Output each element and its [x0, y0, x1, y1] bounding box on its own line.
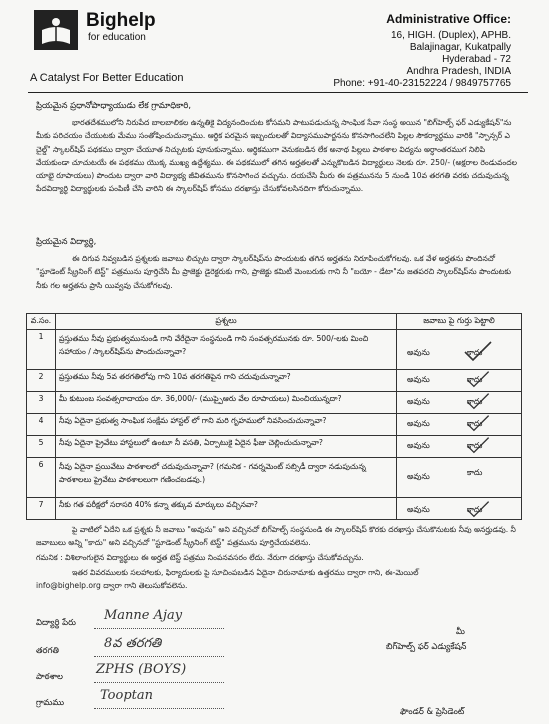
- no-option[interactable]: కాదు: [467, 375, 483, 384]
- no-option[interactable]: కాదు: [467, 505, 483, 514]
- col-header-questions: ప్రశ్నలు: [56, 314, 397, 330]
- eligibility-note: పై వాటిలో ఏదేని ఒక ప్రశ్నకు నీ జవాబు "అవును" అని వచ్చినచో బిగ్‌హెల్ప్ సంస్థనుండి ఈ స్కాలర్‌షిప్ కొరకు దరఖాస్తు చేసుకొనుటకు నీవు అనర్హుడవు. నీ జవాబులు అన్ని "కాదు" అని వచ్చినచో "స్టూడెంట్ స్క్రీనింగ్ టెస్ట్" పత్రమును పూర్తిచేయవలెను.: [36, 525, 516, 547]
- class-label: తరగతి: [36, 645, 59, 655]
- student-name-value[interactable]: Manne Ajay: [104, 608, 183, 623]
- address-line: Andhra Pradesh, INDIA: [406, 66, 511, 77]
- answer-cell[interactable]: [397, 436, 522, 458]
- school-label: పాఠశాల: [36, 671, 63, 681]
- contact-email: info@bighelp.org ద్వారా గాని తెలుసుకోవలెను.: [36, 581, 188, 590]
- col-header-number: వ.సం.: [27, 314, 56, 330]
- answer-cell[interactable]: [397, 392, 522, 414]
- village-label: గ్రామము: [36, 697, 65, 707]
- answer-cell[interactable]: [397, 458, 522, 498]
- row-number: 6: [27, 458, 56, 498]
- question-text: నీవు ఏదైనా ప్రయివేటు పాఠశాలలో చదువుచున్నావా? (గమనిక - గవర్నమెంట్ సబ్సిడీ ద్వారా నడుపుచున్న పాఠశాలలు ప్రైవేటు పాఠశాలలుగా గణించబడవు.): [56, 458, 397, 498]
- answer-cell[interactable]: [397, 370, 522, 392]
- class-line: [94, 656, 224, 657]
- row-number: 2: [27, 370, 56, 392]
- founder-title: ఫౌండర్ & ప్రెసిడెంట్: [400, 706, 465, 716]
- tick-mark-icon: [463, 370, 493, 388]
- student-name-label: విద్యార్థి పేరు: [36, 617, 76, 627]
- table-row: [27, 498, 522, 520]
- school-value[interactable]: ZPHS (BOYS): [96, 662, 187, 677]
- address-line: 16, HIGH. (Duplex), APHB.: [390, 30, 511, 41]
- no-option[interactable]: కాదు: [467, 419, 483, 428]
- table-header-row: [27, 314, 522, 330]
- address-line: Balajinagar, Kukatpally: [409, 42, 511, 53]
- no-option[interactable]: కాదు: [467, 348, 483, 357]
- no-option[interactable]: కాదు: [467, 441, 483, 450]
- brand-name: Bighelp: [86, 10, 156, 31]
- header-divider: [28, 92, 528, 93]
- student-name-line: [94, 628, 224, 629]
- address-line: Hyderabad - 72: [442, 54, 511, 65]
- question-text: నీవు ఏదైనా ప్రభుత్వ సాంఘిక సంక్షేమ హాస్టల్ లో గాని మరి గృహములో నివసించుచున్నావా?: [56, 414, 397, 436]
- village-line: [94, 708, 224, 709]
- yes-option[interactable]: అవును: [407, 397, 430, 406]
- contact-paragraph: ఇతర వివరములకు సలహాలకు, ఫిర్యాదులకు పై సూచింపబడిన ఏదైనా చిరునామాకు ఉత్తరము ద్వారా గాని, ఈ-మెయిల్: [72, 568, 419, 577]
- yes-option[interactable]: అవును: [407, 419, 430, 428]
- table-row: [27, 330, 522, 370]
- eligibility-table: [26, 313, 522, 520]
- office-title: Administrative Office:: [386, 12, 511, 26]
- reading-child-icon: [38, 16, 74, 46]
- tick-mark-icon: [463, 414, 493, 432]
- tick-mark-icon: [463, 500, 493, 518]
- row-number: 5: [27, 436, 56, 458]
- yes-option[interactable]: అవును: [407, 441, 430, 450]
- answer-cell[interactable]: [397, 498, 522, 520]
- no-option[interactable]: కాదు: [467, 397, 483, 406]
- yes-option[interactable]: అవును: [407, 505, 430, 514]
- yes-option[interactable]: అవును: [407, 472, 430, 481]
- question-text: ప్రస్తుతము నీవు ప్రభుత్వమునుండి గాని వేరేదైనా సంస్థనుండి గాని సంవత్సరమునకు రూ. 500/-లకు మించి సహాయం / స్కాలర్‌షిప్‌ను పొందుచున్నావా?: [56, 330, 397, 370]
- brand-subtitle: for education: [88, 32, 146, 43]
- closing-word: మీ: [456, 626, 465, 636]
- salutation: ప్రియమైన ప్రధానోపాధ్యాయుడు లేక గ్రామాధికారి,: [36, 100, 192, 110]
- intro-paragraph: భారతదేశములోని నిరుపేద బాలబాలికల ఉన్నతికై విద్యనందించుట కోసమని పాటుపడుచున్న సాంఘిక సేవా సంస్థ అయిన "బిగ్‌హెల్ప్ ఫర్ ఎడ్యుకేషన్"ను మీకు పరిచయం చేయుటకు మేము సంతోషించుచున్నాము. ఆర్థిక పరమైన ఇబ్బందులతో విద్యాసముపార్జనను కొనసాగించలేని పిల్లల సౌకర్యార్థము వారికి "స్పాన్సర్ ఎ చైల్డ్" స్కాలర్‌షిప్ పథకము ద్వారా చేయూత నిచ్చుటకు పూనుకున్నాము. ఆర్థికముగా వెనుకబడిన లేక అనాథ పిల్లలు పాఠశాల విద్యను అర్ధాంతరముగ నిలిపి వేయకుండా చూచుటయే ఈ పథకము యొక్క ముఖ్య ఉద్దేశ్యము. ఈ పథకములో తగిన అర్హతలతో ఎన్నుకొబడిన విద్యార్థులు నెలకు రూ. 250/- (అక్షరాల రెండువందల యాభై రూపాయలు) పొందుట ద్వారా వారి విద్యాభ్య జీవితమును కొనసాగించ వచ్చును. దయచేసి మీరు ఈ పత్రమునను 5 నుండి 10వ తరగతి వరకు చదువుచున్న పేదవిద్యార్థి విద్యార్థులకు పంపిణీ చేసి వారిని ఈ స్కాలర్‌షిప్ కోసము దరఖాస్తు చేసుకోవలసినదిగా కోరుచున్నాము.: [36, 118, 518, 194]
- no-option[interactable]: కాదు: [467, 468, 483, 477]
- student-salutation: ప్రియమైన విద్యార్థి,: [36, 236, 97, 246]
- question-text: మీ కుటుంబ సంవత్సరాదాయం రూ. 36,000/- (ముప్పైఆరు వేల రూపాయలు) మించియున్నదా?: [56, 392, 397, 414]
- row-number: 3: [27, 392, 56, 414]
- table-row: [27, 436, 522, 458]
- village-value[interactable]: Tooptan: [100, 688, 153, 703]
- question-text: నీవు ఏదైనా ప్రైవేటు హాస్టలులో ఉంటూ నీ వసతి, ఏర్పాటుకై ఏదైన ఫీజు చెల్లించుచున్నావా?: [56, 436, 397, 458]
- class-value[interactable]: 8వ తరగతి: [104, 636, 162, 651]
- col-header-answer: జవాబు పై గుర్తు పెట్టాలి: [397, 314, 522, 330]
- answer-cell[interactable]: [397, 414, 522, 436]
- row-number: 7: [27, 498, 56, 520]
- instructions-paragraph: ఈ దిగువ నివ్వబడిన ప్రశ్నలకు జవాబు లిచ్చుట ద్వారా స్కాలర్‌షిప్‌ను పొందుటకు తగిన అర్హతను నిరూపించుకోగలవు. ఒక వేళ అర్హతను పొందినచో "స్టూడెంట్ స్క్రీనింగ్ టెస్ట్" పత్రమును పూర్తిచేసి మీ ప్రాజెక్టు డైరెక్టరుకు గాని, ప్రాజెక్టు కమిటీ మెంబరుకు గాని నీ "బయో - డేటా"ను జతపరచి స్కాలర్‌షిప్‌ను పొందుటకు నీకు గల అర్హతను ప్రాసి యివ్వవు చేసుకోగలవు.: [36, 254, 512, 290]
- tick-mark-icon: [463, 340, 493, 362]
- table-row: [27, 458, 522, 498]
- org-signature: బిగ్‌హెల్ప్ ఫర్ ఎడ్యుకేషన్: [386, 641, 467, 651]
- table-row: [27, 370, 522, 392]
- disability-note: గమనిక : విశిలాంగులైన విద్యార్థులు ఈ అర్హత టెస్ట్ పత్రము నింపనవసరం లేదు. నేరుగా దరఖాస్తు చేసుకోవచ్చును.: [36, 553, 364, 562]
- question-text: ప్రస్తుతము నీవు 5వ తరగతిలోపు గాని 10వ తరగతిపైన గాని చదువుచున్నావా?: [56, 370, 397, 392]
- yes-option[interactable]: అవును: [407, 375, 430, 384]
- tick-mark-icon: [463, 392, 493, 410]
- row-number: 1: [27, 330, 56, 370]
- question-text: నీకు గత పరీక్షలో సరాసరి 40% కన్నా తక్కువ మార్కులు వచ్చినవా?: [56, 498, 397, 520]
- school-line: [94, 682, 224, 683]
- tagline: A Catalyst For Better Education: [30, 72, 184, 84]
- answer-cell[interactable]: [397, 330, 522, 370]
- yes-option[interactable]: అవును: [407, 348, 430, 357]
- table-row: [27, 414, 522, 436]
- row-number: 4: [27, 414, 56, 436]
- phone-line: Phone: +91-40-23152224 / 9849757765: [333, 78, 511, 89]
- table-row: [27, 392, 522, 414]
- tick-mark-icon: [463, 436, 493, 454]
